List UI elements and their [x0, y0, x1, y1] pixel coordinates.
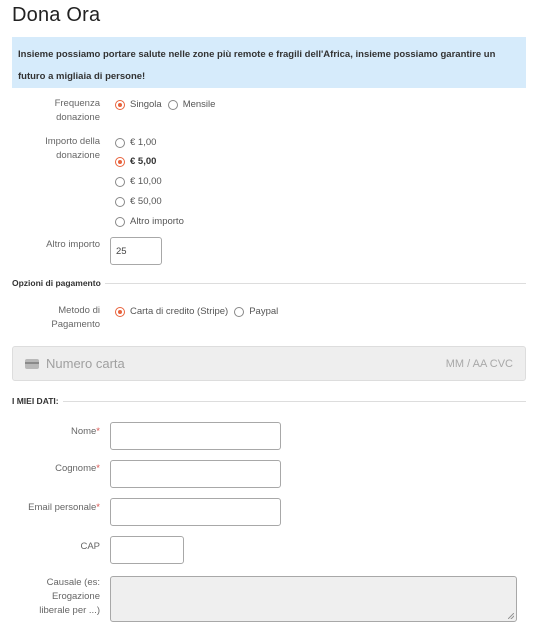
- payment-method-label: [12, 304, 100, 332]
- card-number-field[interactable]: [12, 346, 526, 381]
- payment-method-label-line1: Metodo di: [58, 305, 100, 316]
- other-amount-input[interactable]: 25: [110, 237, 162, 265]
- amount-10-radio[interactable]: [115, 177, 125, 187]
- intro-banner: Insieme possiamo portare salute nelle zone più remote e fragili dell'Africa, insieme possiamo garantire un futuro a migliaia di persone!: [12, 37, 526, 88]
- personal-section-divider: [63, 401, 526, 402]
- cap-label: CAP: [80, 541, 100, 552]
- amount-option-50[interactable]: [115, 195, 168, 208]
- causale-label-line3: liberale per ...): [39, 605, 100, 616]
- email-label-text: Email personale: [28, 502, 97, 513]
- amount-other-radio[interactable]: [115, 217, 125, 227]
- amount-1-label[interactable]: € 1,00: [130, 137, 157, 148]
- causale-label-line2: Erogazione: [51, 591, 100, 602]
- amount-label-line1: Importo della: [45, 136, 100, 147]
- payment-stripe-radio[interactable]: [115, 307, 125, 317]
- name-label: [12, 425, 100, 439]
- causale-label: [12, 576, 100, 618]
- frequency-monthly-label[interactable]: Mensile: [182, 99, 216, 110]
- card-number-placeholder[interactable]: Numero carta: [46, 356, 125, 371]
- surname-input[interactable]: [110, 460, 281, 488]
- amount-label: [12, 135, 100, 163]
- payment-section-header: [12, 276, 526, 290]
- amount-1-radio[interactable]: [115, 138, 125, 148]
- personal-section-title: I MIEI DATI:: [12, 396, 59, 406]
- payment-stripe-label[interactable]: Carta di credito (Stripe): [130, 306, 229, 317]
- frequency-label: [12, 97, 100, 125]
- payment-section-divider: [105, 283, 526, 284]
- frequency-label-line2: donazione: [56, 112, 100, 123]
- payment-paypal-radio[interactable]: [234, 307, 244, 317]
- name-input[interactable]: [110, 422, 281, 450]
- amount-10-label[interactable]: € 10,00: [130, 176, 162, 187]
- amount-5-label[interactable]: € 5,00: [130, 156, 157, 167]
- amount-option-5[interactable]: [115, 155, 162, 168]
- amount-option-10[interactable]: [115, 175, 168, 188]
- amount-other-label[interactable]: Altro importo: [130, 216, 184, 227]
- amount-label-line2: donazione: [56, 150, 100, 161]
- email-required-mark: *: [96, 502, 100, 513]
- surname-label: [12, 462, 100, 476]
- payment-section-title: Opzioni di pagamento: [12, 278, 101, 288]
- payment-paypal-label[interactable]: Paypal: [249, 306, 279, 317]
- surname-required-mark: *: [96, 463, 100, 474]
- amount-option-1[interactable]: [115, 136, 162, 149]
- page-title: Dona Ora: [12, 4, 101, 26]
- payment-method-label-line2: Pagamento: [51, 319, 100, 330]
- frequency-label-line1: Frequenza: [54, 98, 100, 109]
- personal-section-header: [12, 394, 526, 408]
- frequency-single-radio[interactable]: [115, 100, 125, 110]
- surname-label-text: Cognome: [55, 463, 97, 474]
- amount-50-radio[interactable]: [115, 197, 125, 207]
- causale-textarea[interactable]: [110, 576, 517, 622]
- email-label: [4, 501, 100, 515]
- cap-input[interactable]: [110, 536, 184, 564]
- amount-option-other[interactable]: [115, 215, 190, 228]
- email-input[interactable]: [110, 498, 281, 526]
- amount-50-label[interactable]: € 50,00: [130, 196, 162, 207]
- name-label-text: Nome: [70, 426, 97, 437]
- payment-method-options: [115, 305, 284, 318]
- frequency-single-label[interactable]: Singola: [130, 99, 162, 110]
- causale-label-line1: Causale (es:: [46, 577, 100, 588]
- name-required-mark: *: [96, 426, 100, 437]
- frequency-options: [115, 98, 221, 111]
- frequency-monthly-radio[interactable]: [168, 100, 178, 110]
- amount-5-radio[interactable]: [115, 157, 125, 167]
- credit-card-icon: [25, 359, 39, 369]
- other-amount-label: Altro importo: [46, 239, 100, 250]
- resize-grip-icon[interactable]: [508, 613, 514, 619]
- card-expiry-cvc-placeholder[interactable]: MM / AA CVC: [445, 357, 513, 370]
